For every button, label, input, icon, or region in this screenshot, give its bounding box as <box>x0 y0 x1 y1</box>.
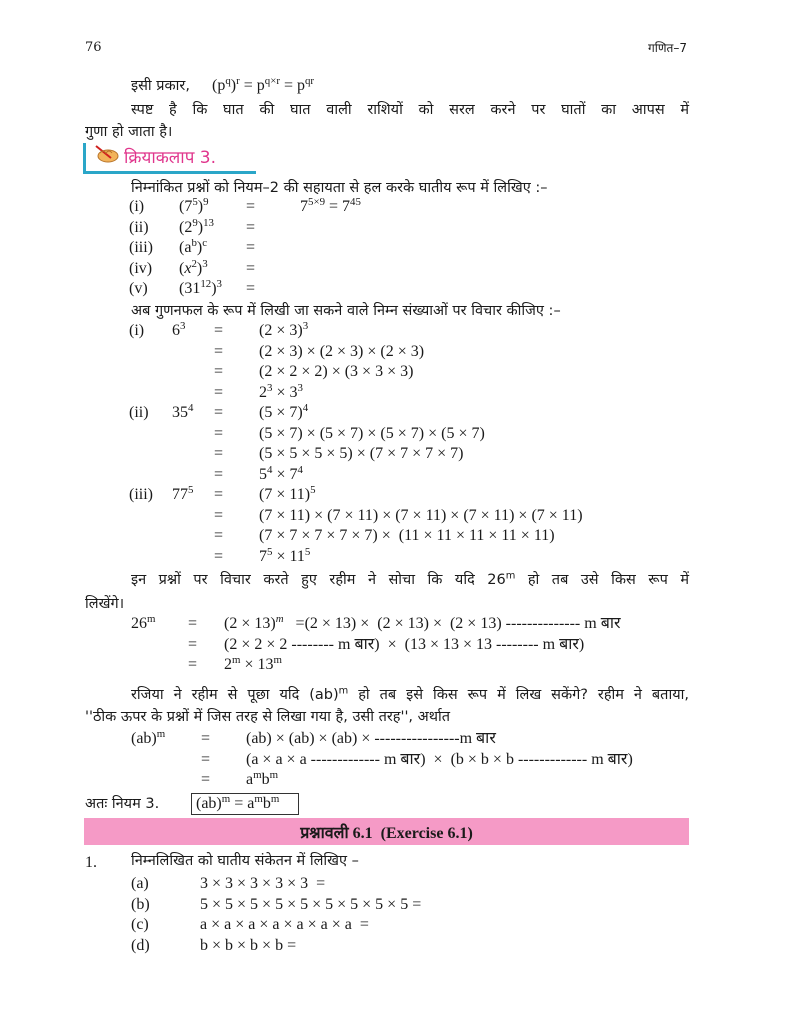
product-step: $5^4 \times 7^4$ <box>259 463 303 483</box>
activity-instruction: निम्नांकित प्रश्नों को नियम–2 की सहायता से हल करके घातीय रूप में लिखिए :– <box>131 180 548 196</box>
product-step-equals: = <box>214 547 224 565</box>
razia-step: $a^mb^m$ <box>246 769 279 788</box>
rahim-line2: लिखेंगे। <box>85 596 125 612</box>
exercise-part-expression: 5 × 5 × 5 × 5 × 5 × 5 × 5 × 5 × 5 = <box>200 895 422 913</box>
activity-item-expression: $(2^9)^{13}$ <box>179 216 214 236</box>
exercise-title: प्रश्नावली 6.1 (Exercise 6.1) <box>300 825 473 842</box>
rahim-step-equals: = <box>188 656 198 673</box>
product-group-base: $77^5$ <box>172 484 194 503</box>
razia-step: (a × a × a ------------- m बार) × (b × b × b ------------- m बार) <box>246 750 633 768</box>
product-step: (2 × 2 × 2) × (3 × 3 × 3) <box>259 363 414 380</box>
product-step-equals: = <box>214 404 224 421</box>
rahim-step: $2^m \times 13^m$ <box>224 654 282 673</box>
activity-title: क्रियाकलाप 3. <box>124 148 216 168</box>
product-step: (5 × 5 × 5 × 5) × (7 × 7 × 7 × 7) <box>259 445 464 462</box>
product-step-equals: = <box>214 424 224 442</box>
rahim-step: $(2 \times 13)^m =(2 \times 13) \times (2 \times 13) \times (2 \times 13)$ -------------- m बार <box>224 613 621 632</box>
razia-step-equals: = <box>201 730 211 747</box>
product-step: $(5 \times 7)^4$ <box>259 402 309 421</box>
product-step: (7 × 7 × 7 × 7 × 7) × (11 × 11 × 11 × 11 × 11) <box>259 527 555 544</box>
product-step: $2^3 \times 3^3$ <box>259 381 303 401</box>
rahim-step-equals: = <box>188 615 198 632</box>
product-step-equals: = <box>214 506 224 524</box>
product-step: $(7 \times 11)^5$ <box>259 484 316 503</box>
product-step-equals: = <box>214 527 224 544</box>
exercise-part-label: (d) <box>131 936 150 954</box>
question-text: निम्नलिखित को घातीय संकेतन में लिखिए – <box>131 853 359 869</box>
product-group-label: (iii) <box>129 486 153 503</box>
product-group-label: (ii) <box>129 404 149 421</box>
product-step-equals: = <box>214 363 224 380</box>
products-intro: अब गुणनफल के रूप में लिखी जा सकने वाले निम्न संख्याओं पर विचार कीजिए :– <box>131 303 561 319</box>
intro-paragraph-line2: गुणा हो जाता है। <box>85 124 173 140</box>
question-number: 1. <box>85 854 97 871</box>
razia-step: (ab) × (ab) × (ab) × ----------------m बार <box>246 730 496 747</box>
product-step: $(2 \times 3)^3$ <box>259 320 309 339</box>
activity-item-label: (iv) <box>129 259 153 277</box>
hand-writing-icon <box>93 144 123 166</box>
rahim-line1: इन प्रश्नों पर विचार करते हुए रहीम ने सोचा कि यदि 26$^m$ हो तब उसे किस रूप में <box>131 570 689 588</box>
product-step-equals: = <box>214 465 224 483</box>
rule-prefix: अतः नियम 3. <box>85 796 160 812</box>
product-step: (7 × 11) × (7 × 11) × (7 × 11) × (7 × 11) × (7 × 11) <box>259 506 583 524</box>
activity-item-equals: = <box>246 198 256 215</box>
intro-prefix: इसी प्रकार, <box>131 78 190 94</box>
product-step: (2 × 3) × (2 × 3) × (2 × 3) <box>259 342 425 360</box>
exercise-part-label: (c) <box>131 916 149 933</box>
exercise-part-label: (b) <box>131 895 150 913</box>
book-title: गणित–7 <box>648 41 688 55</box>
product-group-base: $6^3$ <box>172 320 186 339</box>
product-step: $7^5 \times 11^5$ <box>259 545 311 565</box>
rahim-step: (2 × 2 × 2 -------- m बार) × (13 × 13 × 13 -------- m बार) <box>224 635 585 653</box>
razia-lhs: (ab)$^m$ <box>131 728 166 747</box>
exercise-part-label: (a) <box>131 875 149 892</box>
exercise-part-expression: b × b × b × b = <box>200 936 297 954</box>
rahim-step-equals: = <box>188 635 198 653</box>
page-number: 76 <box>85 40 102 55</box>
product-step-equals: = <box>214 383 224 401</box>
activity-item-label: (ii) <box>129 218 149 236</box>
activity-item-equals: = <box>246 239 256 256</box>
product-group-label: (i) <box>129 322 145 339</box>
activity-item-equals: = <box>246 218 256 236</box>
product-group-base: $35^4$ <box>172 402 194 421</box>
product-step-equals: = <box>214 342 224 360</box>
razia-line2: ''ठीक ऊपर के प्रश्नों में जिस तरह से लिखा गया है, उसी तरह'', अर्थात <box>85 709 451 725</box>
activity-item-label: (i) <box>129 198 145 215</box>
activity-item-expression: $(x^2)^3$ <box>179 257 208 277</box>
activity-item-answer: $7^{5\times 9} = 7^{45}$ <box>300 196 361 215</box>
activity-item-equals: = <box>246 259 256 277</box>
intro-formula: $(p^q)^r = p^{q\times r} = p^{qr}$ <box>212 75 315 94</box>
product-step-equals: = <box>214 445 224 462</box>
rule-formula: $(ab)^m = a^mb^m$ <box>196 793 280 812</box>
exercise-part-expression: a × a × a × a × a × a × a = <box>200 916 369 933</box>
activity-item-expression: $(7^5)^9$ <box>179 196 209 215</box>
intro-paragraph-line1: स्पष्ट है कि घात की घात वाली राशियों को सरल करने पर घातों का आपस में <box>131 102 689 118</box>
activity-item-label: (iii) <box>129 239 153 256</box>
rahim-lhs: 26$^m$ <box>131 613 156 632</box>
product-step-equals: = <box>214 322 224 339</box>
razia-step-equals: = <box>201 750 211 768</box>
activity-item-expression: $(a^b)^c$ <box>179 237 208 256</box>
activity-item-equals: = <box>246 280 256 297</box>
activity-item-expression: $(31^{12})^3$ <box>179 278 222 297</box>
exercise-part-expression: 3 × 3 × 3 × 3 × 3 = <box>200 875 326 892</box>
activity-item-label: (v) <box>129 280 148 297</box>
product-step-equals: = <box>214 486 224 503</box>
razia-step-equals: = <box>201 771 211 788</box>
razia-line1: रजिया ने रहीम से पूछा यदि (ab)$^m$ हो तब इसे किस रूप में लिख सकेंगे? रहीम ने बताया, <box>131 685 689 703</box>
product-step: (5 × 7) × (5 × 7) × (5 × 7) × (5 × 7) <box>259 424 485 442</box>
